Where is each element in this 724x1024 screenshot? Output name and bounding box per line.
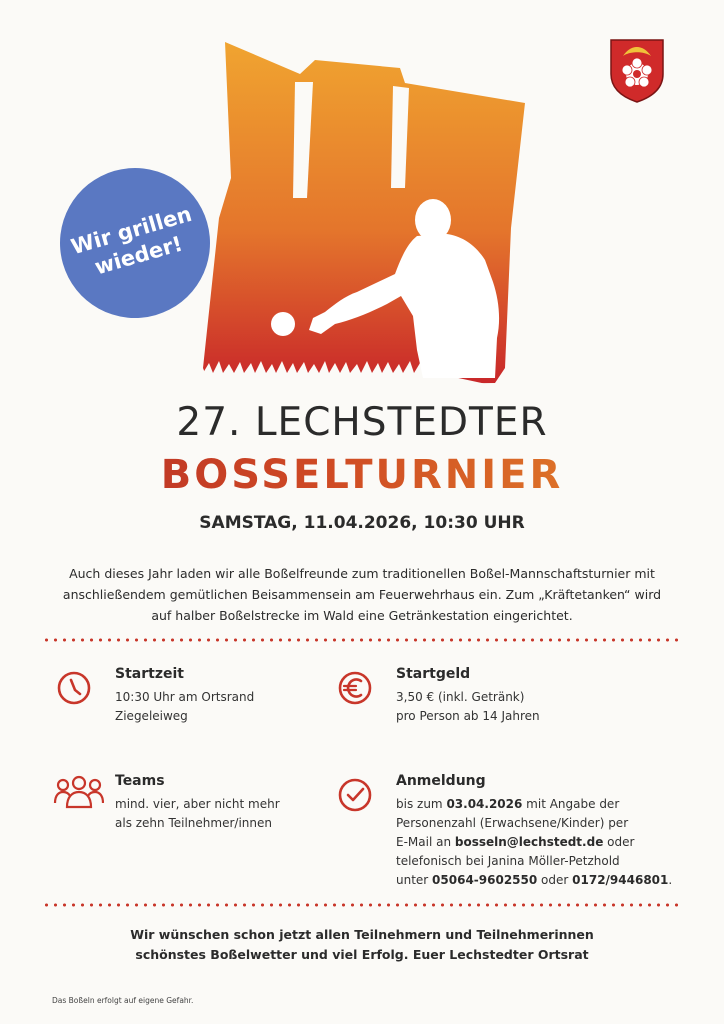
teams-line1: mind. vier, aber nicht mehr bbox=[115, 797, 280, 811]
registration-deadline: 03.04.2026 bbox=[446, 797, 523, 811]
anmeldung-line2: Personenzahl (Erwachsene/Kinder) per bbox=[396, 816, 629, 830]
player-hero-graphic bbox=[195, 38, 535, 388]
grill-badge-text: Wir grillen wieder! bbox=[68, 201, 195, 280]
closing-line1: Wir wünschen schon jetzt allen Teilnehmern und Teilnehmerinnen bbox=[130, 927, 594, 942]
intro-paragraph: Auch dieses Jahr laden wir alle Boßelfreunde zum traditionellen Boßel-Mannschaftsturnier mit anschließendem gemütlichen Beisammensein am Feuerwehrhaus ein. Zum „Kräftetanken“ wird auf halber Boßelstrecke im Wald eine Getränkestation eingerichtet. bbox=[62, 566, 662, 623]
info-startzeit bbox=[52, 666, 312, 736]
startgeld-line2: pro Person ab 14 Jahren bbox=[396, 709, 540, 723]
anmeldung-line4: telefonisch bei Janina Möller-Petzhold bbox=[396, 854, 620, 868]
anmeldung-title: Anmeldung bbox=[396, 773, 486, 789]
startzeit-line2: Ziegeleiweg bbox=[115, 709, 188, 723]
startgeld-line1: 3,50 € (inkl. Getränk) bbox=[396, 690, 525, 704]
info-anmeldung bbox=[333, 773, 683, 893]
startzeit-details bbox=[115, 688, 254, 726]
event-title: 27. LECHSTEDTER bbox=[176, 400, 548, 445]
anmeldung-line1: bis zum 03.04.2026 mit Angabe der bbox=[396, 797, 620, 811]
clock-icon bbox=[52, 666, 100, 714]
anmeldung-line5: unter 05064-9602550 oder 0172/9446801. bbox=[396, 873, 673, 887]
disclaimer: Das Boßeln erfolgt auf eigene Gefahr. bbox=[52, 996, 194, 1005]
startgeld-details bbox=[396, 688, 540, 726]
coat-of-arms-icon bbox=[609, 38, 665, 104]
people-icon bbox=[50, 773, 104, 821]
event-subtitle: BOSSELTURNIER bbox=[0, 452, 724, 498]
contact-email: bosseln@lechstedt.de bbox=[454, 835, 604, 849]
anmeldung-details bbox=[396, 795, 672, 890]
dotted-divider-bottom bbox=[42, 903, 682, 907]
startzeit-title: Startzeit bbox=[115, 666, 184, 682]
closing-line2: schönstes Boßelwetter und viel Erfolg. Euer Lechstedter Ortsrat bbox=[135, 947, 589, 962]
contact-phone-1: 05064-9602550 bbox=[432, 873, 538, 887]
dotted-divider-top bbox=[42, 638, 682, 642]
teams-title: Teams bbox=[115, 773, 165, 789]
check-circle-icon bbox=[333, 773, 381, 821]
teams-details bbox=[115, 795, 280, 833]
info-teams bbox=[52, 773, 312, 843]
closing-message bbox=[60, 925, 664, 965]
euro-icon bbox=[333, 666, 381, 714]
anmeldung-line3: E-Mail an bosseln@lechstedt.de oder bbox=[396, 835, 635, 849]
event-date: SAMSTAG, 11.04.2026, 10:30 UHR bbox=[199, 513, 525, 533]
info-startgeld bbox=[333, 666, 673, 736]
contact-phone-2: 0172/9446801 bbox=[572, 873, 669, 887]
startzeit-line1: 10:30 Uhr am Ortsrand bbox=[115, 690, 255, 704]
startgeld-title: Startgeld bbox=[396, 666, 471, 682]
teams-line2: als zehn Teilnehmer/innen bbox=[115, 816, 272, 830]
